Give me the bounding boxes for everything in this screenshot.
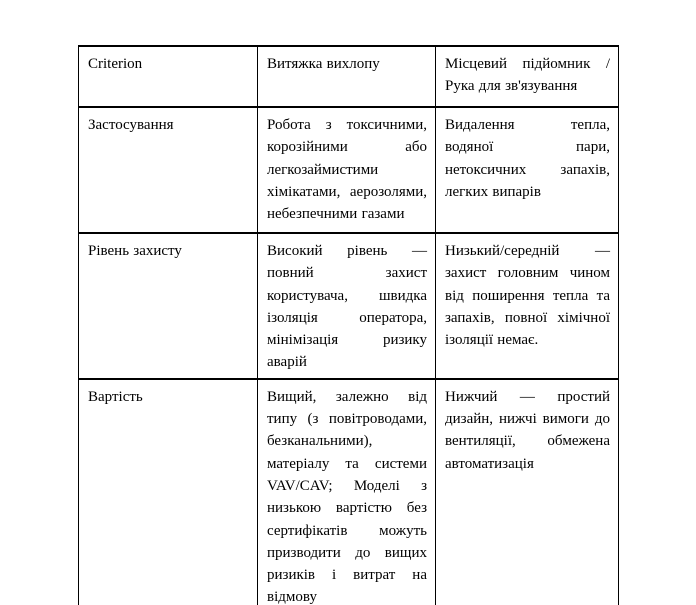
header-cell-exhaust-extraction: Витяжка вихлопу <box>258 46 436 107</box>
cell-protection-local-lift: Низький/середній — захист головним чином від поширення тепла та запахів, повної хімічної ізоляції немає. <box>436 233 619 379</box>
header-cell-criterion: Criterion <box>79 46 258 107</box>
table-row-application <box>79 107 619 233</box>
table-header-row <box>79 46 619 107</box>
header-cell-local-lift: Місцевий підйомник / Рука для зв'язування <box>436 46 619 107</box>
cell-cost-local-lift: Нижчий — простий дизайн, нижчі вимоги до вентиляції, обмежена автоматизація <box>436 379 619 605</box>
cell-protection-exhaust: Високий рівень — повний захист користувача, швидка ізоляція оператора, мінімізація ризику аварій <box>258 233 436 379</box>
cell-application-local-lift: Видалення тепла, водяної пари, нетоксичних запахів, легких випарів <box>436 107 619 233</box>
table-row-cost <box>79 379 619 605</box>
cell-application-exhaust: Робота з токсичними, корозійними або легкозаймистими хімікатами, аерозолями, небезпечними газами <box>258 107 436 233</box>
cell-cost-exhaust: Вищий, залежно від типу (з повітроводами, безканальними), матеріалу та системи VAV/CAV; Моделі з низькою вартістю без сертифікатів можуть призводити до вищих ризиків і витрат на відмову <box>258 379 436 605</box>
comparison-table <box>78 45 619 605</box>
cell-application-criterion: Застосування <box>79 107 258 233</box>
cell-protection-criterion: Рівень захисту <box>79 233 258 379</box>
table-row-protection-level <box>79 233 619 379</box>
cell-cost-criterion: Вартість <box>79 379 258 605</box>
